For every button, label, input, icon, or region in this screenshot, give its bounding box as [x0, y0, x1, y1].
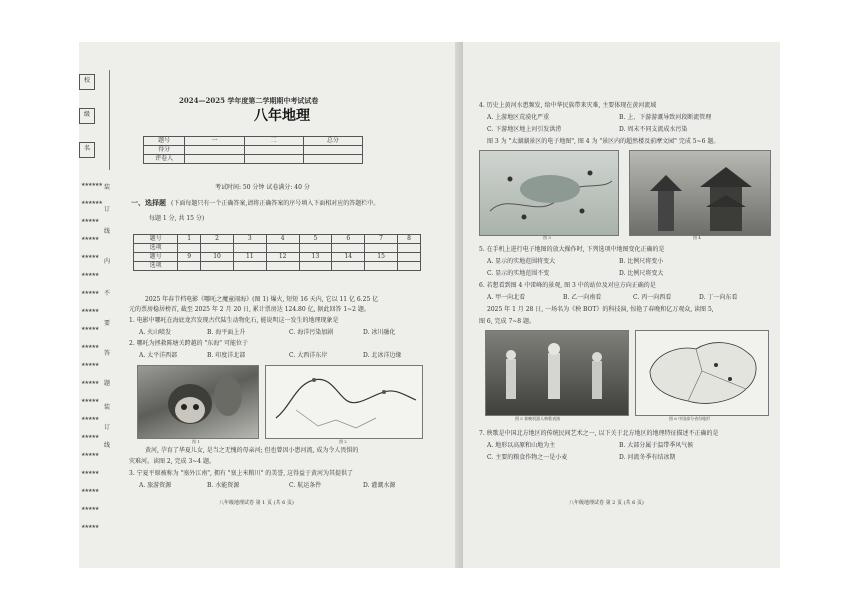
seal-char: 答 — [104, 350, 111, 357]
star-row: ★★★★★ — [81, 236, 99, 242]
label-class: 级 — [79, 108, 95, 124]
figure-5-photo — [485, 330, 629, 416]
answer-cell: 9 — [178, 253, 201, 262]
star-row: ★★★★★ — [81, 524, 99, 530]
option-d[interactable]: D. 比例尺将变大 — [619, 270, 664, 277]
figure-3-caption: 图 3 — [543, 235, 551, 240]
label-school: 校 — [79, 74, 95, 90]
option-b[interactable]: B. 比例尺将变小 — [619, 258, 664, 265]
option-b[interactable]: B. 上、下游游溉导致河段断流管理 — [619, 114, 712, 121]
star-row: ★★★★★ — [81, 362, 99, 368]
answer-cell — [397, 253, 420, 262]
score-row-label: 评卷人 — [144, 155, 185, 164]
star-row: ★★★★★ — [81, 344, 99, 350]
question-6: 6. 若想看到图 4 中雷峰的景观, 图 3 中的站位及对应方向正确的是 — [479, 282, 656, 289]
figure-1-image — [137, 365, 259, 439]
nezha-illustration-icon — [138, 366, 258, 438]
seal-char: 线 — [104, 228, 111, 235]
answer-input[interactable] — [299, 244, 332, 253]
seal-char: 内 — [104, 258, 111, 265]
answer-cell: 1 — [178, 235, 201, 244]
passage-text: 图 6, 完成 7~8 题。 — [479, 318, 536, 325]
star-row: ★★★★★ — [81, 218, 99, 224]
answer-input[interactable] — [397, 262, 420, 271]
star-row: ★★★★★ — [81, 398, 99, 404]
section-heading: 一、选择题 — [131, 198, 166, 207]
passage-text: 2025 年春节档电影《哪吒之魔童闹海》(图 1) 爆火, 短短 16 天内, 它以 11 亿 6.25 亿 — [145, 296, 379, 303]
seal-char: 装 — [104, 184, 111, 191]
question-7: 7. 秧歌是中国北方地区的传统民间艺术之一, 以下关于北方地区的地理特征描述不正确的是 — [479, 430, 719, 437]
option-b[interactable]: B. 印度洋北部 — [207, 352, 246, 359]
option-a[interactable]: A. 地形以高原和山地为主 — [487, 442, 556, 449]
answer-input[interactable] — [332, 244, 365, 253]
exam-page-left — [79, 42, 477, 568]
option-c[interactable]: C. 海洋污染加剧 — [289, 329, 334, 336]
figure-6-map — [635, 330, 769, 416]
question-5: 5. 在手机上进行电子地图的放大操作时, 下列选项中地图变化正确的是 — [479, 246, 665, 253]
answer-cell: 5 — [299, 235, 332, 244]
option-b[interactable]: B. 海平面上升 — [207, 329, 246, 336]
star-row: ★★★★★ — [81, 416, 99, 422]
option-c[interactable]: C. 大西洋东岸 — [289, 352, 328, 359]
question-3: 3. 宁夏平原被称为 "塞外江南", 拥有 "塞上米粮川" 的美誉, 这得益于黄河为其提供了 — [129, 470, 354, 477]
passage-text: 2025 年 1 月 28 日, 一场名为《秧 BOT》的科技演, 惊艳了春晚和亿万观众, 读图 5, — [487, 306, 714, 313]
option-c[interactable]: C. 航运条件 — [289, 482, 322, 489]
question-1: 1. 电影中哪吒在海底龙宫发现古代陆生动物化石, 能说明这一发生的地理现象是 — [129, 317, 339, 324]
option-a[interactable]: A. 甲一向北看 — [487, 294, 526, 301]
answer-input[interactable] — [397, 244, 420, 253]
seal-char: 线 — [104, 442, 111, 449]
question-4: 4. 历史上黄河水患频发, 给中华民族带来灾难, 主要体现在黄河流域 — [479, 102, 657, 109]
answer-input[interactable] — [299, 262, 332, 271]
figure-4-caption: 图 4 — [693, 235, 701, 240]
answer-cell: 8 — [397, 235, 420, 244]
option-a[interactable]: A. 太平洋西部 — [139, 352, 178, 359]
answer-cell: 14 — [332, 253, 365, 262]
star-row: ★★★★★ — [81, 380, 99, 386]
seal-char: 要 — [104, 320, 111, 327]
answer-input[interactable] — [178, 262, 201, 271]
seal-char: 订 — [104, 206, 111, 213]
answer-input[interactable] — [266, 244, 299, 253]
option-b[interactable]: B. 大部分属于温带季风气候 — [619, 442, 694, 449]
answer-cell: 2 — [201, 235, 234, 244]
star-row: ★★★★★ — [81, 272, 99, 278]
score-cell[interactable] — [303, 146, 362, 155]
passage-text: 灾难河。读图 2, 完成 3~4 题。 — [129, 458, 216, 465]
binding-line-top — [109, 70, 110, 170]
star-row: ★★★★★ — [81, 506, 99, 512]
star-row: ★★★★★ — [81, 434, 99, 440]
seal-char: 装 — [104, 404, 111, 411]
option-a[interactable]: A. 上游地区荒漠化严重 — [487, 114, 550, 121]
answer-input[interactable] — [201, 244, 234, 253]
option-a[interactable]: A. 显示的实地范围将变大 — [487, 258, 556, 265]
option-d[interactable]: D. 河流冬季有结冰期 — [619, 454, 676, 461]
score-cell[interactable] — [303, 155, 362, 164]
answer-cell: 题号 — [134, 235, 178, 244]
exam-year-title: 2024—2025 学年度第二学期期中考试试卷 — [179, 96, 319, 105]
answer-input[interactable] — [365, 244, 398, 253]
exam-info: 考试时间: 50 分钟 试卷满分: 40 分 — [215, 184, 310, 191]
answer-cell: 3 — [233, 235, 266, 244]
figure-3-map — [479, 150, 619, 236]
figure-1-caption: 图 1 — [192, 439, 200, 444]
answer-input[interactable] — [233, 262, 266, 271]
option-c[interactable]: C. 主要的粮食作物之一是小麦 — [487, 454, 568, 461]
score-cell[interactable] — [244, 155, 303, 164]
seal-char: 题 — [104, 380, 111, 387]
option-d[interactable]: D. 丁一向东看 — [699, 294, 738, 301]
answer-table — [133, 234, 421, 271]
figure-4-photo — [629, 150, 771, 236]
option-d[interactable]: D. 北冰洋边缘 — [363, 352, 402, 359]
answer-cell: 选项 — [134, 244, 178, 253]
answer-input[interactable] — [178, 244, 201, 253]
answer-input[interactable] — [201, 262, 234, 271]
score-header: 二 — [244, 137, 303, 146]
answer-cell: 7 — [365, 235, 398, 244]
answer-cell: 4 — [266, 235, 299, 244]
star-row: ★★★★★ — [81, 488, 99, 494]
seal-char: 不 — [104, 290, 111, 297]
answer-input[interactable] — [233, 244, 266, 253]
answer-cell: 13 — [299, 253, 332, 262]
answer-cell: 15 — [365, 253, 398, 262]
scenic-map-icon — [480, 151, 618, 235]
page-footer: 八年级地理试卷 第 2 页 (共 6 页) — [569, 500, 644, 506]
star-row: ★★★★★★ — [81, 182, 102, 188]
exam-subject-title: 八年地理 — [254, 108, 310, 124]
option-a[interactable]: A. 旅游资源 — [139, 482, 172, 489]
exam-photo — [79, 42, 780, 568]
score-cell[interactable] — [185, 155, 244, 164]
figure-2-caption: 图 2 — [339, 439, 347, 444]
question-2: 2. 哪吒为拯救陈塘关跨越的 "东海" 可能位于 — [129, 340, 248, 347]
option-b[interactable]: B. 水能资源 — [207, 482, 240, 489]
option-d[interactable]: D. 周末不同支流成水污染 — [619, 126, 688, 133]
option-c[interactable]: C. 丙一向西看 — [633, 294, 672, 301]
score-header: 一 — [185, 137, 244, 146]
answer-cell: 12 — [266, 253, 299, 262]
option-d[interactable]: D. 灌溉水源 — [363, 482, 396, 489]
answer-cell: 10 — [201, 253, 234, 262]
star-row: ★★★★★★ — [81, 200, 102, 206]
star-row: ★★★★★ — [81, 452, 99, 458]
answer-cell: 11 — [233, 253, 266, 262]
score-table — [143, 136, 363, 164]
star-row: ★★★★★ — [81, 326, 99, 332]
star-row: ★★★★★ — [81, 308, 99, 314]
passage-text: 图 3 为 "太湖湖景区的电子地图", 图 4 为 "景区内的超然楼及前摩文园" 完成 5~6 题。 — [487, 138, 720, 145]
passage-text: 黄河, 孕育了华夏儿女, 是当之无愧的母亲河; 但也曾因小患河流, 成为令人畏惧的 — [145, 447, 359, 454]
option-c[interactable]: C. 下游地区地上河引发洪涝 — [487, 126, 562, 133]
page-footer: 八年级地理试卷 第 1 页 (共 6 页) — [219, 500, 294, 506]
answer-cell: 题号 — [134, 253, 178, 262]
score-header: 总分 — [303, 137, 362, 146]
option-d[interactable]: D. 冰川融化 — [363, 329, 396, 336]
answer-cell: 6 — [332, 235, 365, 244]
section-instructions: (下面每题只有一个正确答案,请将正确答案的序号填入下面相对应的答题栏中。 — [171, 200, 380, 207]
score-header: 题号 — [144, 137, 185, 146]
option-c[interactable]: C. 显示的实地范围不变 — [487, 270, 550, 277]
seal-char: 订 — [104, 424, 111, 431]
exam-page-right — [463, 42, 780, 568]
yellow-river-map-icon — [266, 366, 422, 438]
score-cell[interactable] — [244, 146, 303, 155]
star-row: ★★★★★ — [81, 254, 99, 260]
figure-5-caption: 图 5 春晚机器人秧歌表演 — [515, 416, 561, 421]
answer-input[interactable] — [266, 262, 299, 271]
robot-yangge-photo-icon — [486, 331, 628, 415]
answer-input[interactable] — [332, 262, 365, 271]
china-map-icon — [636, 331, 768, 415]
figure-2-map — [265, 365, 423, 439]
answer-input[interactable] — [365, 262, 398, 271]
star-row: ★★★★★ — [81, 470, 99, 476]
figure-6-caption: 图 6 中国部分省份地形 — [669, 416, 711, 421]
answer-cell: 选项 — [134, 262, 178, 271]
score-row-label: 得分 — [144, 146, 185, 155]
option-a[interactable]: A. 火山喷发 — [139, 329, 172, 336]
passage-text: 元的票房稳居榜首, 截至 2025 年 2 月 20 日, 累计票房达 124.80 亿, 据此回答 1~2 题。 — [129, 306, 370, 313]
star-row: ★★★★★ — [81, 290, 99, 296]
label-name: 名 — [79, 142, 95, 158]
section-instructions: 每题 1 分, 共 15 分) — [149, 215, 205, 222]
pagoda-photo-icon — [630, 151, 770, 235]
score-cell[interactable] — [185, 146, 244, 155]
option-b[interactable]: B. 乙一向南看 — [563, 294, 602, 301]
binding-margin — [79, 42, 113, 568]
